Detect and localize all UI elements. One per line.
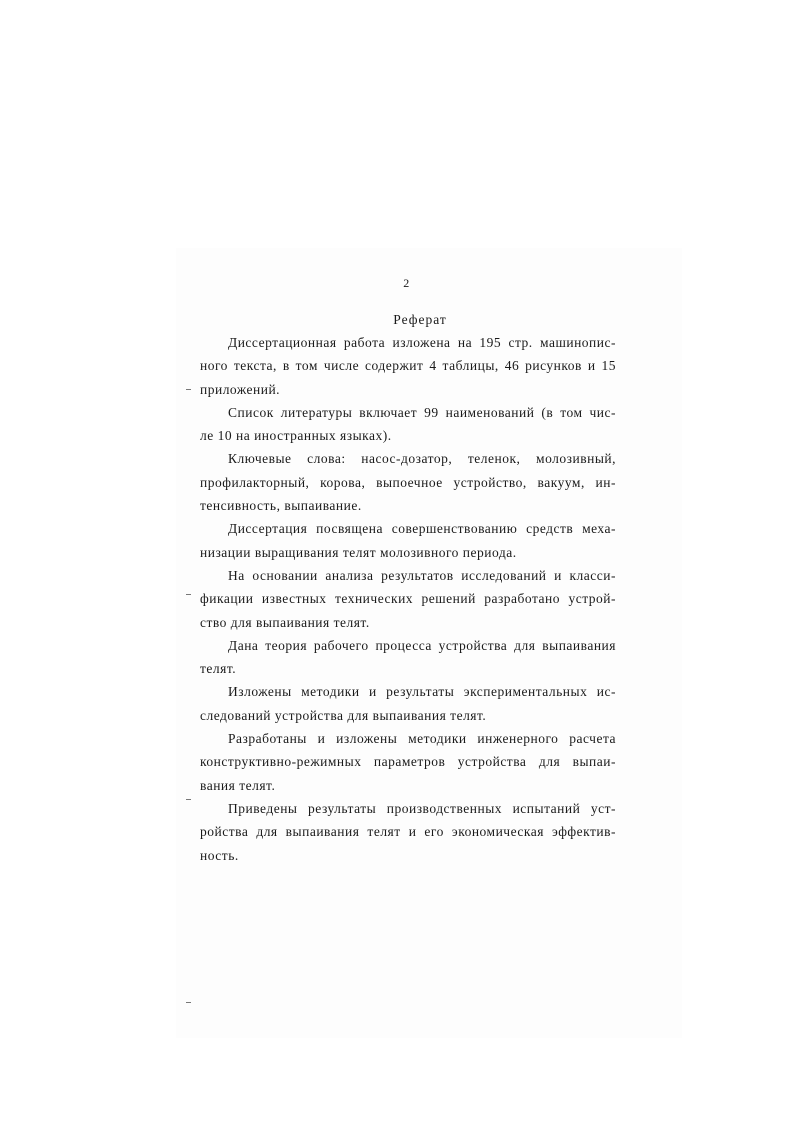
- paragraph-development: [200, 564, 616, 634]
- text-line: ность.: [200, 847, 239, 863]
- paragraph-keywords: [200, 447, 616, 517]
- scan-speck: [186, 594, 191, 595]
- paragraph-references: [200, 401, 616, 448]
- text-line: конструктивно-режимных параметров устройства для выпаи-: [200, 754, 616, 770]
- text-line: ного текста, в том числе содержит 4 таблицы, 46 рисунков и 15: [200, 358, 616, 374]
- text-line: вания телят.: [200, 777, 276, 793]
- text-line: Список литературы включает 99 наименований (в том чис-: [228, 404, 616, 420]
- paragraph-purpose: [200, 517, 616, 564]
- text-line: фикации известных технических решений разработано устрой-: [200, 591, 616, 607]
- text-line: Диссертация посвящена совершенствованию средств меха-: [228, 521, 616, 537]
- text-line: Дана теория рабочего процесса устройства для выпаивания: [228, 637, 616, 653]
- paragraph-calculation: [200, 727, 616, 797]
- text-line: Ключевые слова: насос-дозатор, теленок, молозивный,: [228, 451, 616, 467]
- paragraph-theory: [200, 634, 616, 681]
- scan-speck: [186, 1002, 191, 1003]
- text-line: тенсивность, выпаивание.: [200, 498, 362, 514]
- text-line: Изложены методики и результаты экспериментальных ис-: [228, 684, 616, 700]
- page-number: 2: [403, 276, 410, 290]
- text-line: ройства для выпаивания телят и его экономическая эффектив-: [200, 824, 616, 840]
- paragraph-testing: [200, 797, 616, 867]
- text-line: телят.: [200, 661, 237, 677]
- text-line: низации выращивания телят молозивного периода.: [200, 544, 517, 560]
- text-line: ле 10 на иностранных языках).: [200, 428, 392, 444]
- page-title: Реферат: [393, 312, 447, 327]
- scan-speck: [186, 799, 191, 800]
- text-line: Диссертационная работа изложена на 195 стр. машинопис-: [228, 335, 616, 350]
- text-line: Разработаны и изложены методики инженерного расчета: [228, 731, 616, 747]
- text-line: Приведены результаты производственных испытаний уст-: [228, 800, 616, 816]
- text-line: На основании анализа результатов исследований и класси-: [228, 567, 616, 583]
- text-line: приложений.: [200, 381, 281, 397]
- paragraph-methods: [200, 680, 616, 727]
- text-line: ство для выпаивания телят.: [200, 614, 370, 630]
- text-line: профилакторный, корова, выпоечное устройство, вакуум, ин-: [200, 474, 616, 490]
- scan-speck: [186, 389, 191, 390]
- abstract-body: [200, 331, 616, 867]
- paragraph-volume: [200, 331, 616, 401]
- text-line: следований устройства для выпаивания телят.: [200, 707, 487, 723]
